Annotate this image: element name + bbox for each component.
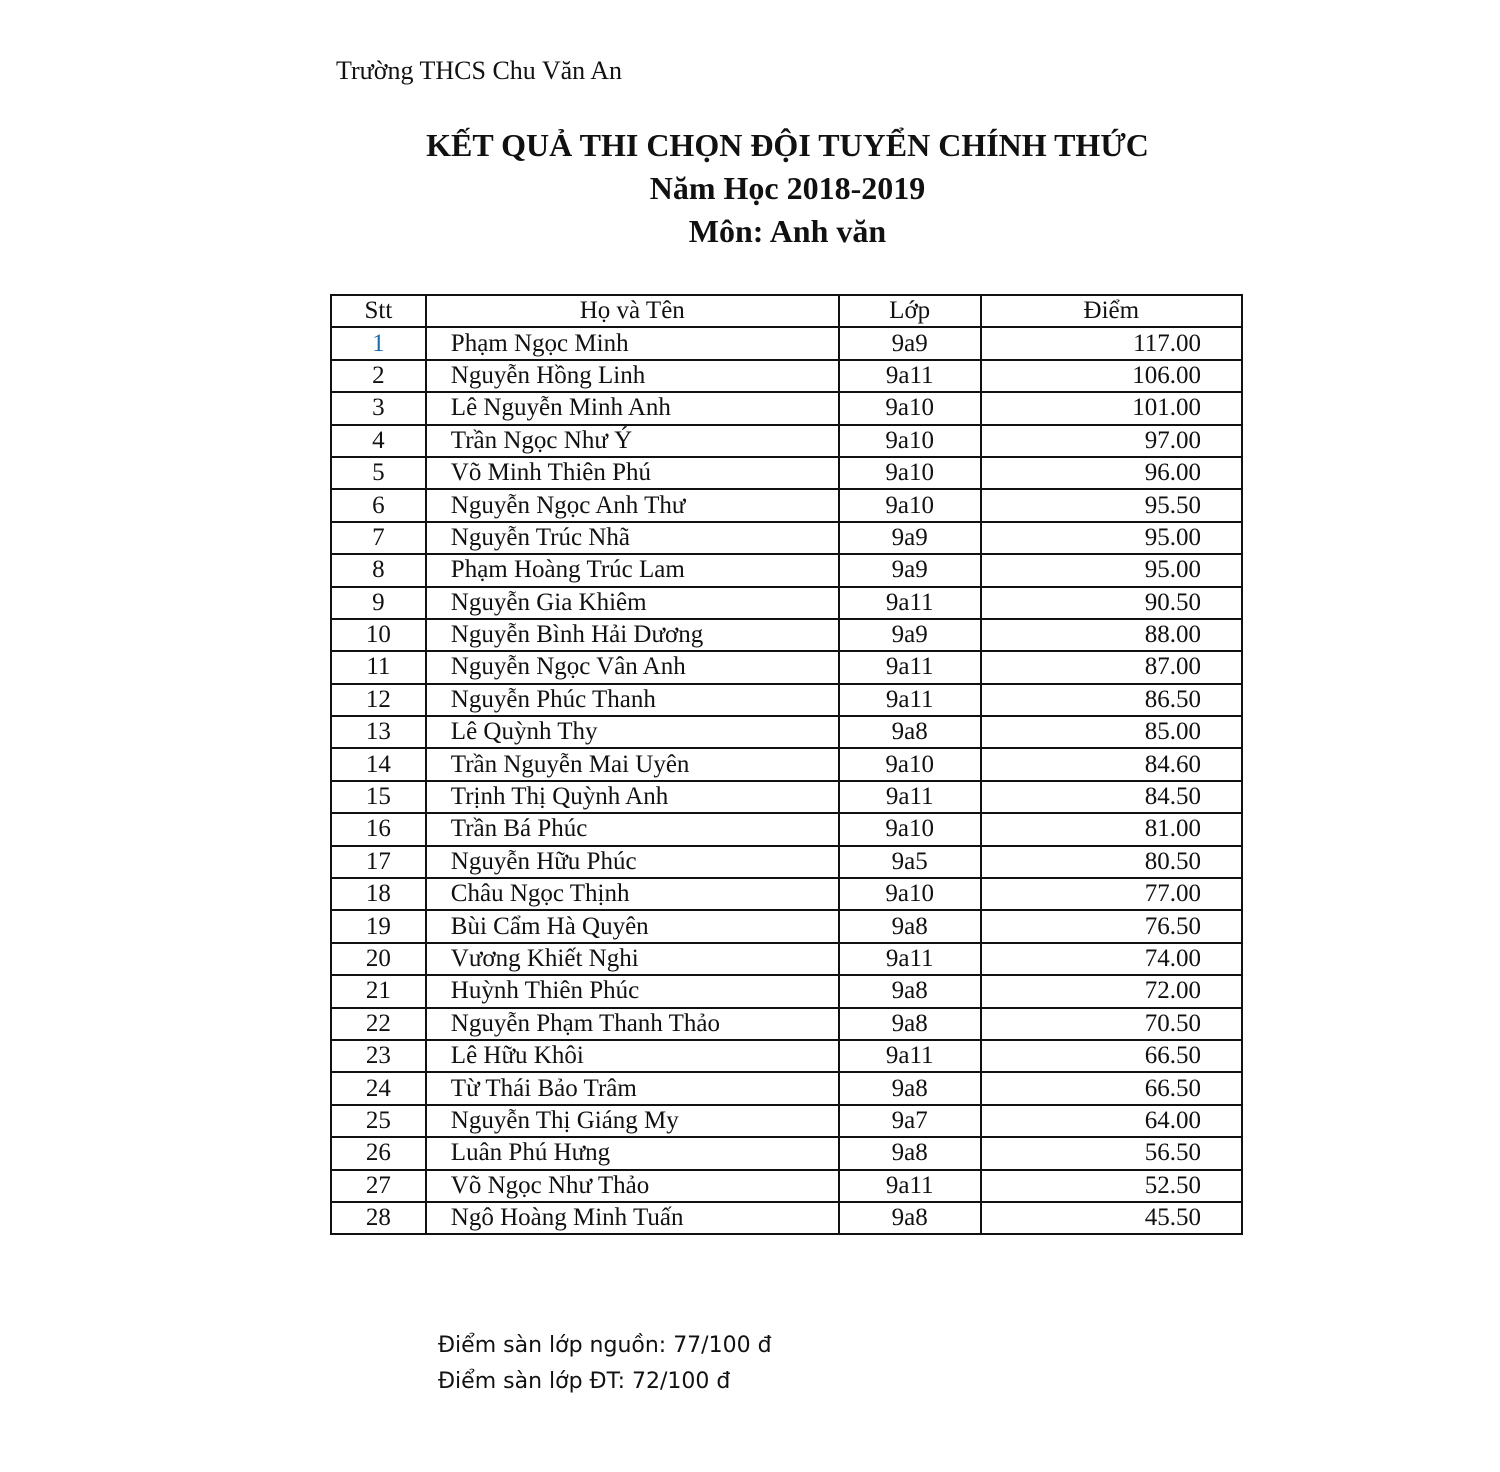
table-row (331, 587, 1242, 619)
cell-score: 95.50 (981, 489, 1242, 521)
cell-stt: 11 (331, 651, 426, 683)
cell-name: Phạm Ngọc Minh (426, 327, 839, 359)
cell-score: 97.00 (981, 425, 1242, 457)
cell-stt: 15 (331, 781, 426, 813)
cell-stt: 5 (331, 457, 426, 489)
cell-class: 9a8 (839, 975, 981, 1007)
cell-stt: 19 (331, 910, 426, 942)
table-row (331, 1170, 1242, 1202)
cell-name: Nguyễn Gia Khiêm (426, 587, 839, 619)
cell-stt: 9 (331, 587, 426, 619)
cell-score: 74.00 (981, 943, 1242, 975)
subject: Môn: Anh văn (688, 213, 887, 249)
table-row (331, 425, 1242, 457)
cell-stt: 4 (331, 425, 426, 457)
table-row (331, 813, 1242, 845)
cell-name: Lê Quỳnh Thy (426, 716, 839, 748)
table-row (331, 457, 1242, 489)
cell-stt: 13 (331, 716, 426, 748)
cell-name: Nguyễn Thị Giáng My (426, 1105, 839, 1137)
cell-score: 85.00 (981, 716, 1242, 748)
cell-stt: 21 (331, 975, 426, 1007)
cell-class: 9a8 (839, 1008, 981, 1040)
cell-name: Nguyễn Hữu Phúc (426, 846, 839, 878)
cell-stt: 18 (331, 878, 426, 910)
cell-class: 9a10 (839, 392, 981, 424)
header-class: Lớp (839, 295, 981, 327)
cell-name: Trần Nguyễn Mai Uyên (426, 748, 839, 780)
cell-stt: 25 (331, 1105, 426, 1137)
cell-stt: 2 (331, 360, 426, 392)
cell-class: 9a10 (839, 425, 981, 457)
table-row (331, 1137, 1242, 1169)
header-name: Họ và Tên (426, 295, 839, 327)
cell-class: 9a11 (839, 1170, 981, 1202)
cell-score: 87.00 (981, 651, 1242, 683)
table-row (331, 878, 1242, 910)
cell-class: 9a11 (839, 781, 981, 813)
cell-name: Nguyễn Ngọc Anh Thư (426, 489, 839, 521)
cell-name: Từ Thái Bảo Trâm (426, 1072, 839, 1104)
table-row (331, 781, 1242, 813)
cell-class: 9a7 (839, 1105, 981, 1137)
results-body (331, 327, 1242, 1234)
cell-name: Nguyễn Phạm Thanh Thảo (426, 1008, 839, 1040)
cell-class: 9a10 (839, 457, 981, 489)
cell-class: 9a10 (839, 813, 981, 845)
cell-stt: 8 (331, 554, 426, 586)
cell-class: 9a10 (839, 878, 981, 910)
header-score: Điểm (981, 295, 1242, 327)
cell-class: 9a11 (839, 651, 981, 683)
table-row (331, 619, 1242, 651)
cell-name: Nguyễn Phúc Thanh (426, 684, 839, 716)
cell-stt: 28 (331, 1202, 426, 1234)
cell-class: 9a8 (839, 1072, 981, 1104)
cell-score: 88.00 (981, 619, 1242, 651)
table-row (331, 716, 1242, 748)
cell-class: 9a8 (839, 910, 981, 942)
header-stt: Stt (331, 295, 426, 327)
cell-stt: 17 (331, 846, 426, 878)
table-row (331, 846, 1242, 878)
cell-class: 9a9 (839, 522, 981, 554)
cell-name: Lê Nguyễn Minh Anh (426, 392, 839, 424)
cell-name: Phạm Hoàng Trúc Lam (426, 554, 839, 586)
cell-stt: 3 (331, 392, 426, 424)
cell-name: Bùi Cẩm Hà Quyên (426, 910, 839, 942)
table-row (331, 360, 1242, 392)
school-name: Trường THCS Chu Văn An (336, 56, 622, 85)
cell-score: 66.50 (981, 1072, 1242, 1104)
cell-score: 106.00 (981, 360, 1242, 392)
document-title: KẾT QUẢ THI CHỌN ĐỘI TUYỂN CHÍNH THỨC (426, 127, 1149, 163)
cell-name: Nguyễn Ngọc Vân Anh (426, 651, 839, 683)
school-year: Năm Học 2018-2019 (649, 170, 926, 206)
cell-name: Trần Ngọc Như Ý (426, 425, 839, 457)
cell-class: 9a10 (839, 748, 981, 780)
cell-stt: 6 (331, 489, 426, 521)
table-row (331, 748, 1242, 780)
table-row (331, 554, 1242, 586)
cell-class: 9a11 (839, 943, 981, 975)
cell-score: 86.50 (981, 684, 1242, 716)
table-row (331, 327, 1242, 359)
results-table (330, 294, 1243, 1235)
note-source-threshold: Điểm sàn lớp nguồn: 77/100 đ (438, 1333, 772, 1358)
cell-score: 77.00 (981, 878, 1242, 910)
header-row (331, 295, 1242, 327)
cell-name: Vương Khiết Nghi (426, 943, 839, 975)
cell-score: 95.00 (981, 522, 1242, 554)
table-row (331, 975, 1242, 1007)
table-row (331, 489, 1242, 521)
table-row (331, 1040, 1242, 1072)
cell-class: 9a10 (839, 489, 981, 521)
note-team-threshold: Điểm sàn lớp ĐT: 72/100 đ (438, 1369, 731, 1394)
cell-name: Võ Minh Thiên Phú (426, 457, 839, 489)
cell-stt: 22 (331, 1008, 426, 1040)
cell-name: Châu Ngọc Thịnh (426, 878, 839, 910)
table-row (331, 392, 1242, 424)
table-row (331, 522, 1242, 554)
notes (438, 1328, 772, 1400)
table-row (331, 1072, 1242, 1104)
cell-class: 9a8 (839, 1202, 981, 1234)
cell-score: 66.50 (981, 1040, 1242, 1072)
table-row (331, 910, 1242, 942)
cell-class: 9a11 (839, 587, 981, 619)
cell-name: Trần Bá Phúc (426, 813, 839, 845)
cell-name: Trịnh Thị Quỳnh Anh (426, 781, 839, 813)
cell-class: 9a11 (839, 684, 981, 716)
cell-score: 101.00 (981, 392, 1242, 424)
cell-class: 9a5 (839, 846, 981, 878)
cell-score: 117.00 (981, 327, 1242, 359)
cell-class: 9a9 (839, 327, 981, 359)
cell-score: 96.00 (981, 457, 1242, 489)
cell-name: Luân Phú Hưng (426, 1137, 839, 1169)
table-row (331, 1105, 1242, 1137)
cell-score: 84.60 (981, 748, 1242, 780)
cell-stt: 26 (331, 1137, 426, 1169)
table-row (331, 651, 1242, 683)
cell-class: 9a8 (839, 716, 981, 748)
cell-stt: 23 (331, 1040, 426, 1072)
cell-stt: 14 (331, 748, 426, 780)
cell-score: 64.00 (981, 1105, 1242, 1137)
cell-stt: 7 (331, 522, 426, 554)
cell-stt: 20 (331, 943, 426, 975)
cell-class: 9a11 (839, 360, 981, 392)
cell-class: 9a8 (839, 1137, 981, 1169)
cell-name: Lê Hữu Khôi (426, 1040, 839, 1072)
cell-score: 81.00 (981, 813, 1242, 845)
cell-score: 84.50 (981, 781, 1242, 813)
cell-score: 80.50 (981, 846, 1242, 878)
cell-score: 90.50 (981, 587, 1242, 619)
cell-stt: 10 (331, 619, 426, 651)
cell-score: 95.00 (981, 554, 1242, 586)
document-header (0, 124, 1500, 253)
cell-stt: 12 (331, 684, 426, 716)
cell-score: 52.50 (981, 1170, 1242, 1202)
cell-name: Võ Ngọc Như Thảo (426, 1170, 839, 1202)
cell-name: Ngô Hoàng Minh Tuấn (426, 1202, 839, 1234)
table-row (331, 684, 1242, 716)
cell-stt: 27 (331, 1170, 426, 1202)
cell-class: 9a9 (839, 619, 981, 651)
cell-name: Nguyễn Trúc Nhã (426, 522, 839, 554)
cell-class: 9a9 (839, 554, 981, 586)
cell-name: Nguyễn Hồng Linh (426, 360, 839, 392)
cell-score: 70.50 (981, 1008, 1242, 1040)
cell-stt: 24 (331, 1072, 426, 1104)
table-row (331, 1008, 1242, 1040)
cell-stt: 16 (331, 813, 426, 845)
cell-score: 56.50 (981, 1137, 1242, 1169)
table-row (331, 1202, 1242, 1234)
cell-class: 9a11 (839, 1040, 981, 1072)
cell-score: 45.50 (981, 1202, 1242, 1234)
table-row (331, 943, 1242, 975)
cell-name: Huỳnh Thiên Phúc (426, 975, 839, 1007)
cell-name: Nguyễn Bình Hải Dương (426, 619, 839, 651)
cell-stt: 1 (331, 327, 426, 359)
cell-score: 72.00 (981, 975, 1242, 1007)
cell-score: 76.50 (981, 910, 1242, 942)
